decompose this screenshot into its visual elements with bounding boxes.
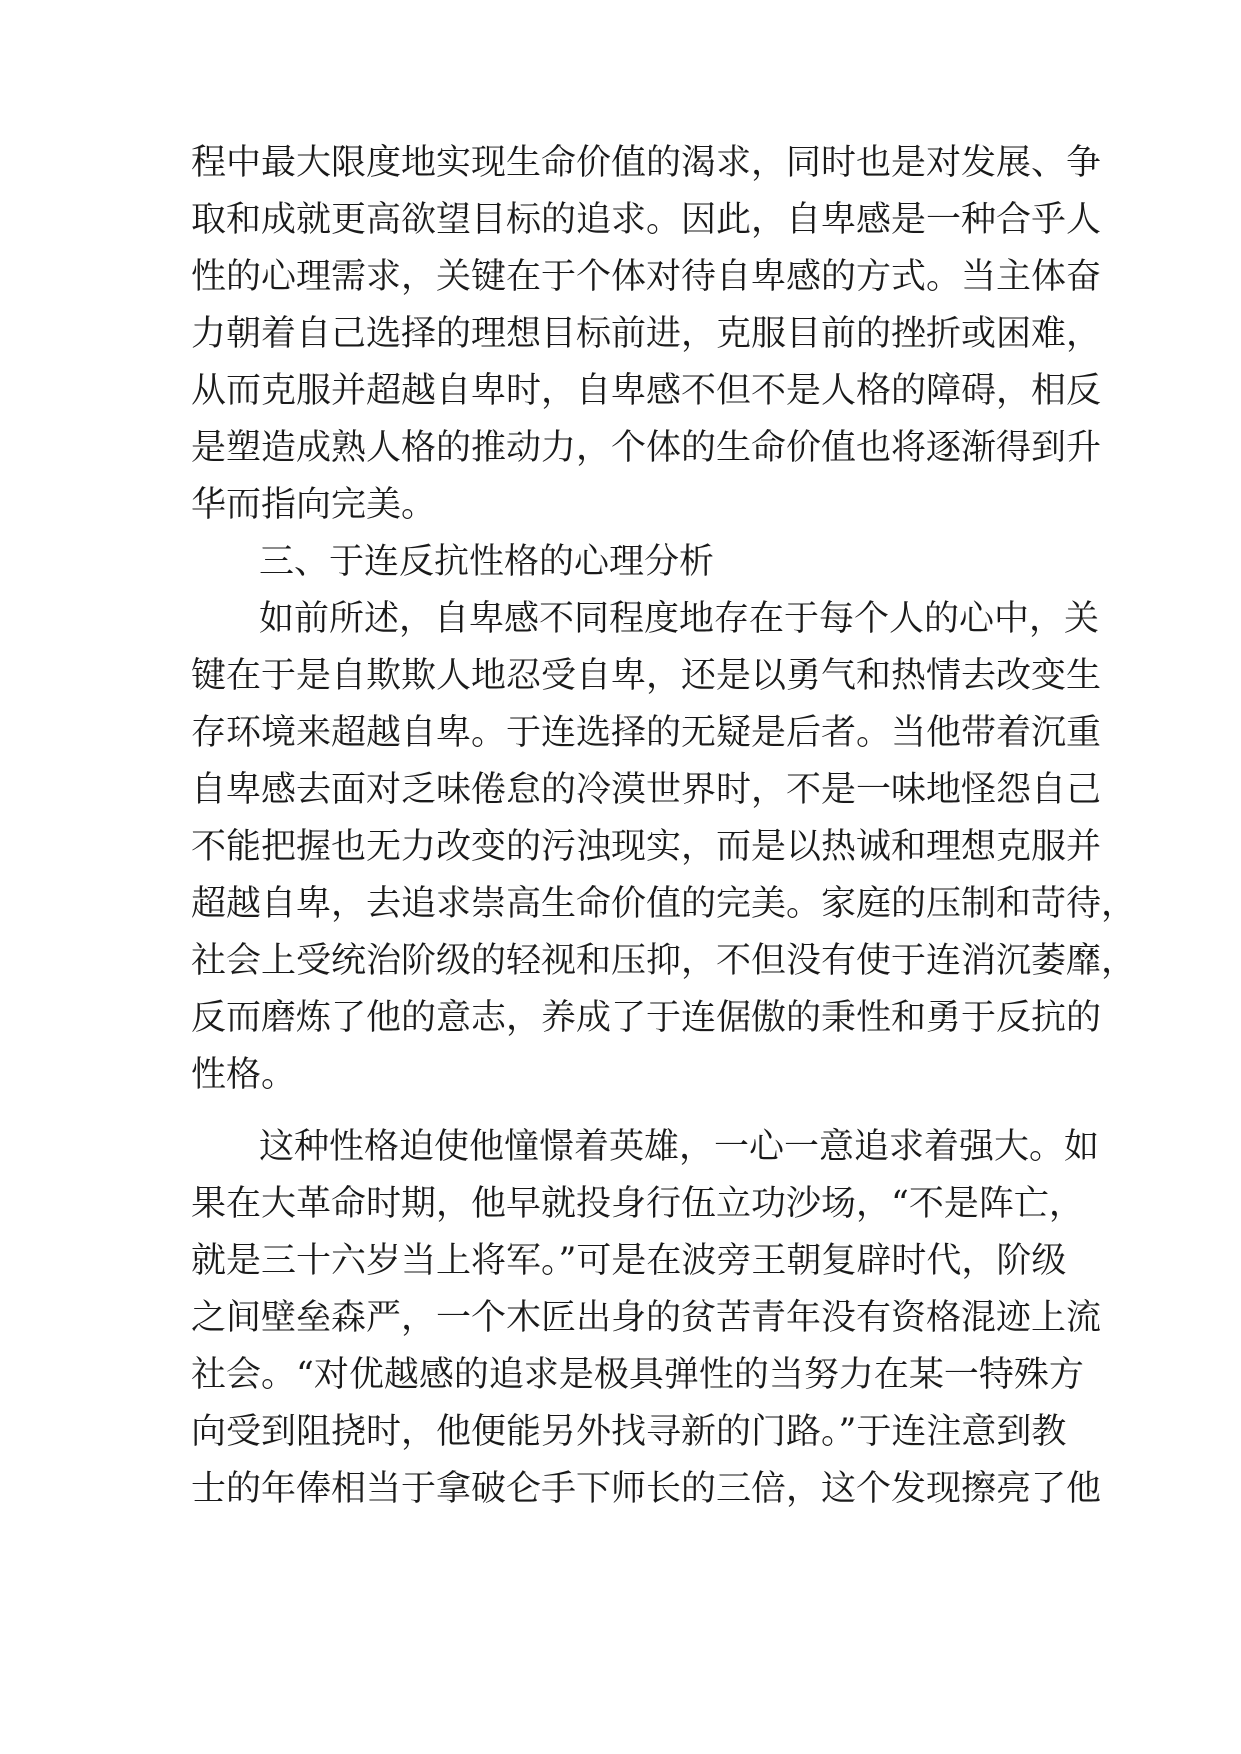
text-line: 自卑感去面对乏味倦怠的冷漠世界时，不是一味地怪怨自己 [191,770,1102,810]
text-line: 社会。“对优越感的追求是极具弹性的当努力在某一特殊方 [191,1355,1084,1395]
text-line: 之间壁垒森严，一个木匠出身的贫苦青年没有资格混迹上流 [191,1298,1102,1338]
text-line: 如前所述，自卑感不同程度地存在于每个人的心中，关 [259,599,1100,639]
section-heading: 三、于连反抗性格的心理分析 [259,542,715,582]
text-line: 力朝着自己选择的理想目标前进，克服目前的挫折或困难， [191,314,1102,354]
text-line: 程中最大限度地实现生命价值的渴求，同时也是对发展、争 [191,143,1102,183]
text-line: 从而克服并超越自卑时，自卑感不但不是人格的障碍，相反 [191,371,1102,411]
text-line: 存环境来超越自卑。于连选择的无疑是后者。当他带着沉重 [191,713,1102,753]
text-line: 不能把握也无力改变的污浊现实，而是以热诚和理想克服并 [191,827,1102,867]
text-line: 是塑造成熟人格的推动力，个体的生命价值也将逐渐得到升 [191,428,1102,468]
text-line: 士的年俸相当于拿破仑手下师长的三倍，这个发现擦亮了他 [191,1469,1102,1509]
text-line: 取和成就更高欲望目标的追求。因此，自卑感是一种合乎人 [191,200,1102,240]
text-line: 键在于是自欺欺人地忍受自卑，还是以勇气和热情去改变生 [191,656,1102,696]
text-line: 果在大革命时期，他早就投身行伍立功沙场，“不是阵亡， [191,1184,1084,1224]
text-line: 性的心理需求，关键在于个体对待自卑感的方式。当主体奋 [191,257,1102,297]
text-line: 华而指向完美。 [191,485,437,525]
text-line: 性格。 [191,1055,297,1095]
text-line: 社会上受统治阶级的轻视和压抑，不但没有使于连消沉萎靡， [191,941,1137,981]
text-line: 这种性格迫使他憧憬着英雄，一心一意追求着强大。如 [259,1127,1100,1167]
text-line: 反而磨炼了他的意志，养成了于连倨傲的秉性和勇于反抗的 [191,998,1102,1038]
text-line: 超越自卑，去追求崇高生命价值的完美。家庭的压制和苛待， [191,884,1137,924]
text-line: 向受到阻挠时，他便能另外找寻新的门路。”于连注意到教 [191,1412,1067,1452]
text-line: 就是三十六岁当上将军。”可是在波旁王朝复辟时代，阶级 [191,1241,1067,1281]
